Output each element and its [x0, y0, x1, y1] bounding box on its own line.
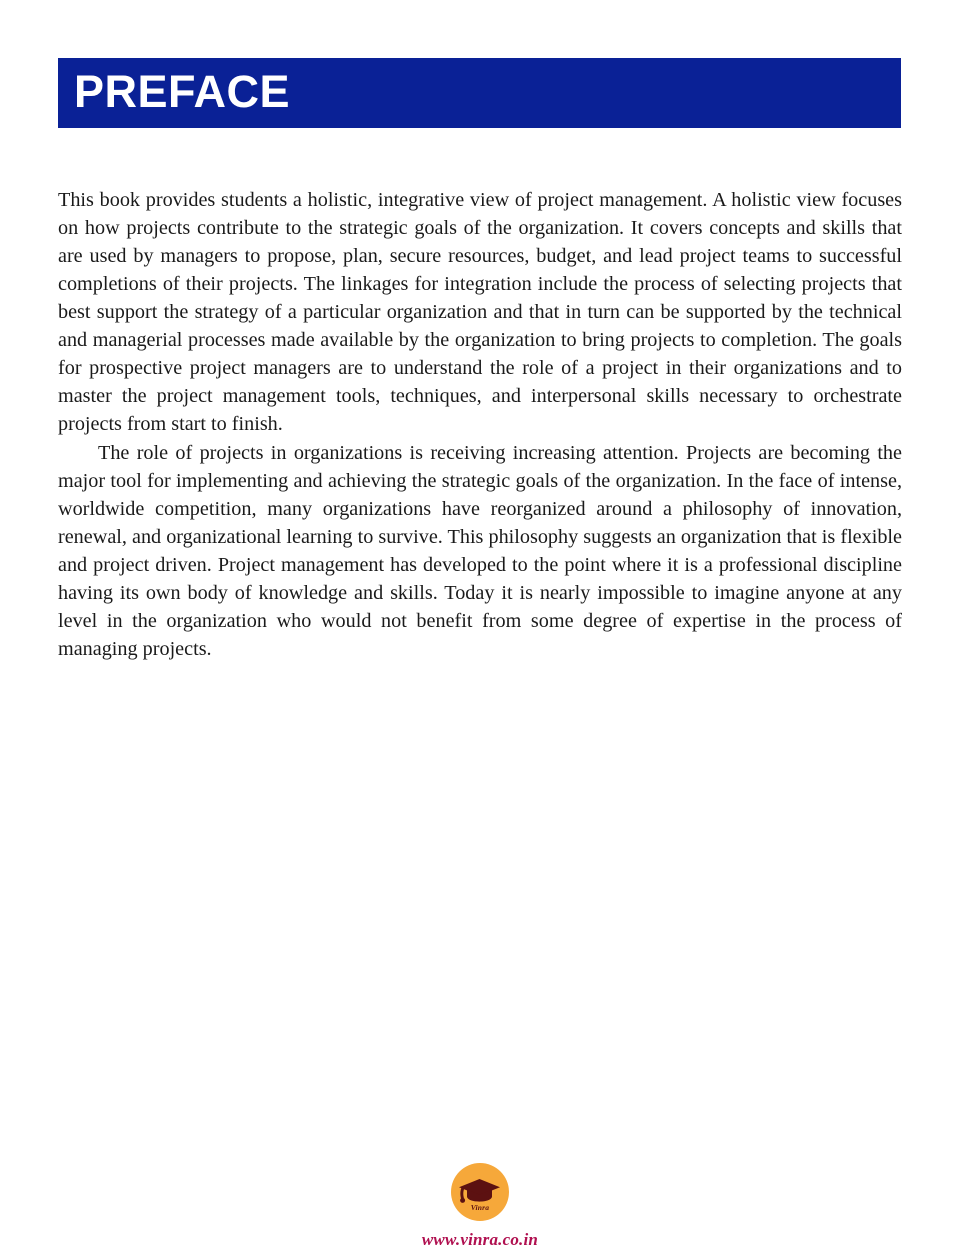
paragraph-2: The role of projects in organizations is receiving increasing attention. Projects are becoming the major tool for implementing and achieving the strategic goals of the organization. In the face of intense, worldwide competition, many organizations have reorganized around a philosophy of innovation, renewal, and organizational learning to survive. This philosophy suggests an organization that is flexible and project driven. Project management has developed to the point where it is a professional discipline having its own body of knowledge and skills. Today it is nearly impossible to imagine anyone at any level in the organization who would not benefit from some degree of expertise in the process of managing projects. [58, 442, 902, 660]
page-footer [0, 1163, 960, 1250]
preface-header-banner [58, 58, 901, 128]
body-content [58, 186, 902, 663]
vinra-logo-badge [451, 1163, 509, 1221]
footer-website-url: www.vinra.co.in [421, 1230, 539, 1249]
paragraph-1: This book provides students a holistic, integrative view of project management. A holistic view focuses on how projects contribute to the strategic goals of the organization. It covers concepts and skills that are used by managers to propose, plan, secure resources, budget, and lead project teams to successful completions of their projects. The linkages for integration include the process of selecting projects that best support the strategy of a particular organization and that in turn can be supported by the technical and managerial processes made available by the organization to bring projects to completion. The goals for prospective project managers are to understand the role of a project in their organizations and to master the project management tools, techniques, and interpersonal skills necessary to orchestrate projects from start to finish. [58, 189, 902, 435]
page-title: PREFACE [74, 66, 291, 117]
logo-wordmark: Vinra [470, 1203, 490, 1212]
